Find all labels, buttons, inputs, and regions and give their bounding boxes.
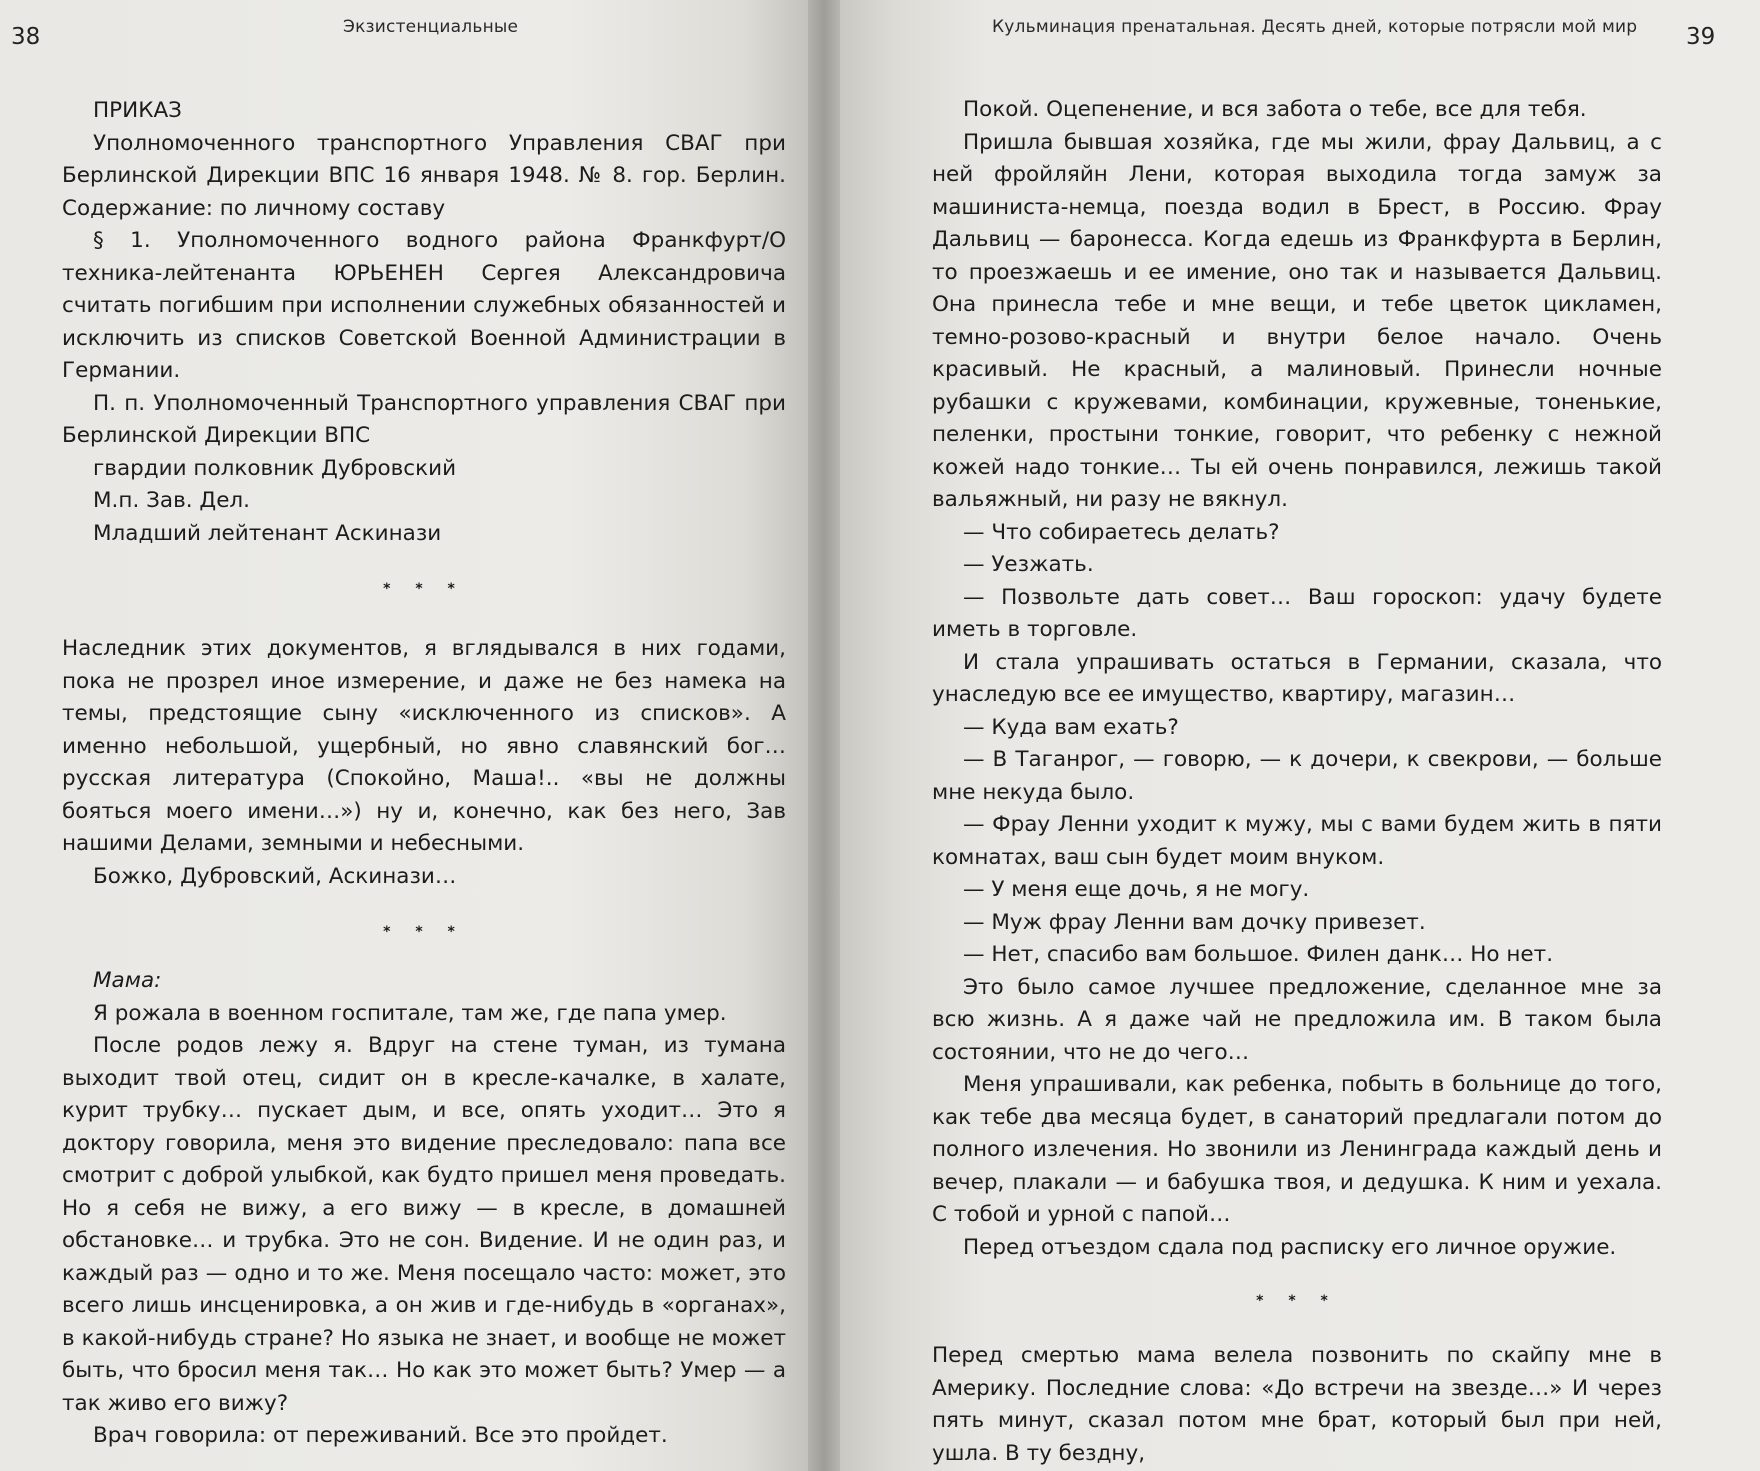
dialogue-line: — Куда вам ехать? — [963, 714, 1179, 740]
left-text-block — [62, 95, 786, 1453]
separator-stars: * * * — [1256, 1293, 1338, 1309]
heir-paragraph: Наследник этих документов, я вглядывался в них годами, пока не прозрел иное измерение, и даже не без намека на темы, предстоящие сыну «исключенного из списков». А именно небольшой, ущербный, но явно славянский бог… русская литература (Спокойно, Маша!.. «вы не должны бояться моего имени…») ну и, конечно, как без него, Зав нашими Делами, земными и небесными. — [62, 636, 786, 856]
running-head-right: Кульминация пренатальная. Десять дней, которые потрясли мой мир — [992, 17, 1638, 37]
order-signature-3: Младший лейтенант Аскинази — [93, 520, 442, 546]
dialogue-line: — В Таганрог, — говорю, — к дочери, к свекрови, — больше мне некуда было. — [932, 747, 1662, 805]
paragraph: Пришла бывшая хозяйка, где мы жили, фрау Дальвиц, а с ней фройляйн Лени, которая выходила тогда замуж за машиниста-немца, поезда водил в Брест, в Россию. Фрау Дальвиц — баронесса. Когда едешь из Франкфурта в Берлин, то проезжаешь и ее имение, оно так и называется Дальвиц. Она принесла тебе и мне вещи, и тебе цветок цикламен, темно-розово-красный и внутри белое начало. Очень красивый. Не красный, а малиновый. Принесли ночные рубашки с кружевами, комбинации, кружевные, тоненькие, пеленки, простыни тонкие, говорит, что ребенку с нежной кожей надо тонкие… Ты ей очень понравился, лежишь такой вальяжный, ни разу не вякнул. — [932, 129, 1662, 512]
final-paragraph: Перед смертью мама велела позвонить по скайпу мне в Америку. Последние слова: «До встречи на звезде…» И через пять минут, сказал потом мне брат, который был при ней, ушла. В ту бездну, — [932, 1343, 1662, 1466]
dialogue-line: — Муж фрау Ленни вам дочку привезет. — [963, 909, 1426, 935]
paragraph: И стала упрашивать остаться в Германии, сказала, что унаследую все ее имущество, квартиру, магазин… — [932, 649, 1662, 707]
dialogue-line: — Уезжать. — [963, 552, 1094, 577]
paragraph: Покой. Оцепенение, и вся забота о тебе, все для тебя. — [963, 97, 1587, 122]
mama-paragraph: Я рожала в военном госпитале, там же, где папа умер. — [93, 1000, 727, 1026]
paragraph: Меня упрашивали, как ребенка, побыть в больнице до того, как тебе два месяца будет, в санаторий предлагали потом до полного излечения. Но звонили из Ленинграда каждый день и вечер, плакали — и бабушка твоя, и дедушка. К ним и уехала. С тобой и урной с папой… — [932, 1072, 1662, 1227]
paragraph: Это было самое лучшее предложение, сделанное мне за всю жизнь. А я даже чай не предложила им. В таком была состоянии, что не до чего… — [932, 974, 1662, 1065]
dialogue-line: — Нет, спасибо вам большое. Филен данк… Но нет. — [963, 942, 1554, 967]
mama-label: Мама: — [93, 968, 162, 993]
order-signed: П. п. Уполномоченный Транспортного управления СВАГ при Берлинской Дирекции ВПС — [62, 390, 786, 448]
right-page — [840, 0, 1760, 1471]
names-line: Божко, Дубровский, Аскинази… — [93, 863, 457, 889]
book-gutter — [808, 0, 840, 1471]
dialogue-line: — У меня еще дочь, я не могу. — [963, 877, 1310, 902]
paragraph: Перед отъездом сдала под расписку его личное оружие. — [963, 1234, 1617, 1260]
page-number-right: 39 — [1686, 24, 1716, 50]
order-title: ПРИКАЗ — [93, 98, 182, 123]
mama-paragraph: Врач говорила: от переживаний. Все это пройдет. — [93, 1423, 668, 1448]
left-page — [0, 0, 808, 1471]
separator-stars: * * * — [383, 924, 465, 940]
dialogue-line: — Фрау Ленни уходит к мужу, мы с вами будем жить в пяти комнатах, ваш сын будет моим внуком. — [932, 812, 1662, 870]
running-head-left: Экзистенциальные — [343, 17, 519, 37]
order-signature-1: гвардии полковник Дубровский — [93, 455, 457, 481]
right-text-block — [932, 94, 1662, 1470]
order-signature-2: М.п. Зав. Дел. — [93, 488, 251, 513]
dialogue-line: — Позвольте дать совет… Ваш гороскоп: удачу будете иметь в торговле. — [932, 584, 1662, 642]
order-intro: Уполномоченного транспортного Управления СВАГ при Берлинской Дирекции ВПС 16 января 1948. № 8. гор. Берлин. Содержание: по личному составу — [62, 130, 786, 221]
order-paragraph: § 1. Уполномоченного водного района Франкфурт/О техника-лейтенанта ЮРЬЕНЕН Сергея Александровича считать погибшим при исполнении служебных обязанностей и исключить из списков Советской Военной Администрации в Германии. — [62, 228, 786, 383]
mama-paragraph: После родов лежу я. Вдруг на стене туман, из тумана выходит твой отец, сидит он в кресле-качалке, в халате, курит трубку… пускает дым, и все, опять уходит… Это я доктору говорила, меня это видение преследовало: папа все смотрит с доброй улыбкой, как будто пришел меня проведать. Но я себя не вижу, а его вижу — в кресле, в домашней обстановке… и трубка. Это не сон. Видение. И не один раз, и каждый раз — одно и то же. Меня посещало часто: может, это всего лишь инсценировка, а он жив и где-нибудь в «органах», в какой-нибудь стране? Но языка не знает, и вообще не может быть, что бросил меня так… Но как это может быть? Умер — а так живо его вижу? — [62, 1033, 786, 1416]
separator-stars: * * * — [383, 581, 465, 597]
page-number-left: 38 — [11, 24, 41, 50]
dialogue-line: — Что собираетесь делать? — [963, 519, 1280, 545]
